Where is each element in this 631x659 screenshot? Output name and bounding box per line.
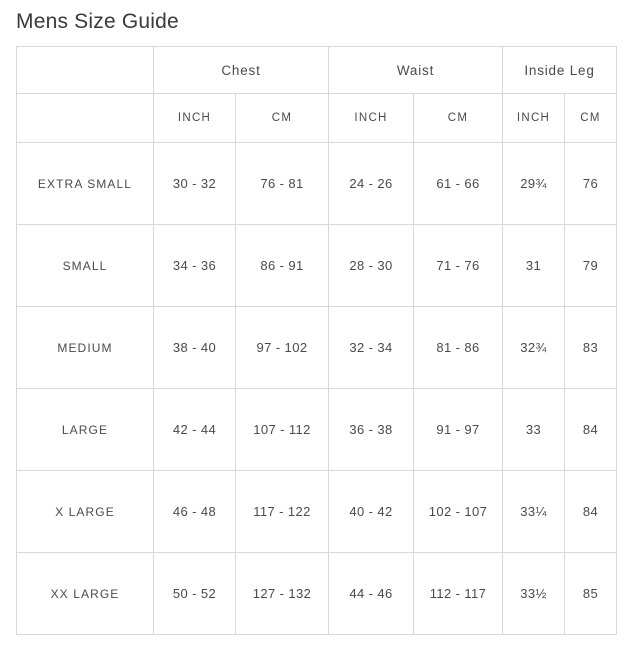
table-body: [17, 143, 617, 635]
cell-inside-leg-cm: 76: [565, 143, 617, 225]
cell-waist-inch: 24 - 26: [329, 143, 414, 225]
cell-inside-leg-cm: 79: [565, 225, 617, 307]
table-row: [17, 553, 617, 635]
unit-header-chest-cm: CM: [236, 94, 329, 143]
table-row: [17, 389, 617, 471]
row-size-label: SMALL: [17, 225, 154, 307]
cell-inside-leg-cm: 83: [565, 307, 617, 389]
row-size-label: X LARGE: [17, 471, 154, 553]
cell-inside-leg-inch: 32¾: [503, 307, 565, 389]
cell-chest-inch: 34 - 36: [154, 225, 236, 307]
table-row: [17, 471, 617, 553]
cell-waist-inch: 36 - 38: [329, 389, 414, 471]
table-header-groups-row: [17, 47, 617, 94]
cell-chest-cm: 127 - 132: [236, 553, 329, 635]
cell-chest-inch: 50 - 52: [154, 553, 236, 635]
cell-inside-leg-inch: 33¼: [503, 471, 565, 553]
cell-inside-leg-inch: 31: [503, 225, 565, 307]
table-row: [17, 225, 617, 307]
unit-header-inside-leg-cm: CM: [565, 94, 617, 143]
cell-waist-cm: 91 - 97: [414, 389, 503, 471]
cell-waist-cm: 61 - 66: [414, 143, 503, 225]
cell-waist-cm: 112 - 117: [414, 553, 503, 635]
cell-chest-inch: 38 - 40: [154, 307, 236, 389]
cell-inside-leg-cm: 85: [565, 553, 617, 635]
unit-header-waist-cm: CM: [414, 94, 503, 143]
row-size-label: LARGE: [17, 389, 154, 471]
cell-chest-cm: 86 - 91: [236, 225, 329, 307]
cell-waist-cm: 71 - 76: [414, 225, 503, 307]
cell-chest-cm: 107 - 112: [236, 389, 329, 471]
unit-header-chest-inch: INCH: [154, 94, 236, 143]
cell-chest-inch: 46 - 48: [154, 471, 236, 553]
group-header-waist: Waist: [329, 47, 503, 94]
table-row: [17, 307, 617, 389]
page-title: Mens Size Guide: [16, 10, 179, 33]
size-guide-table: [16, 46, 617, 635]
cell-inside-leg-cm: 84: [565, 389, 617, 471]
row-size-label: EXTRA SMALL: [17, 143, 154, 225]
table-header-units-row: [17, 94, 617, 143]
unit-header-waist-inch: INCH: [329, 94, 414, 143]
cell-waist-inch: 28 - 30: [329, 225, 414, 307]
cell-inside-leg-inch: 33½: [503, 553, 565, 635]
cell-inside-leg-inch: 33: [503, 389, 565, 471]
table-row: [17, 143, 617, 225]
size-guide-page: [0, 8, 631, 659]
cell-waist-cm: 102 - 107: [414, 471, 503, 553]
table-header: [17, 47, 617, 143]
table-corner-cell-2: [17, 94, 154, 143]
unit-header-inside-leg-inch: INCH: [503, 94, 565, 143]
cell-chest-inch: 42 - 44: [154, 389, 236, 471]
cell-chest-inch: 30 - 32: [154, 143, 236, 225]
cell-waist-inch: 40 - 42: [329, 471, 414, 553]
cell-chest-cm: 117 - 122: [236, 471, 329, 553]
group-header-inside-leg: Inside Leg: [503, 47, 617, 94]
cell-chest-cm: 76 - 81: [236, 143, 329, 225]
cell-inside-leg-inch: 29¾: [503, 143, 565, 225]
cell-waist-inch: 44 - 46: [329, 553, 414, 635]
table-corner-cell: [17, 47, 154, 94]
group-header-chest: Chest: [154, 47, 329, 94]
row-size-label: XX LARGE: [17, 553, 154, 635]
cell-waist-inch: 32 - 34: [329, 307, 414, 389]
cell-waist-cm: 81 - 86: [414, 307, 503, 389]
row-size-label: MEDIUM: [17, 307, 154, 389]
cell-chest-cm: 97 - 102: [236, 307, 329, 389]
cell-inside-leg-cm: 84: [565, 471, 617, 553]
